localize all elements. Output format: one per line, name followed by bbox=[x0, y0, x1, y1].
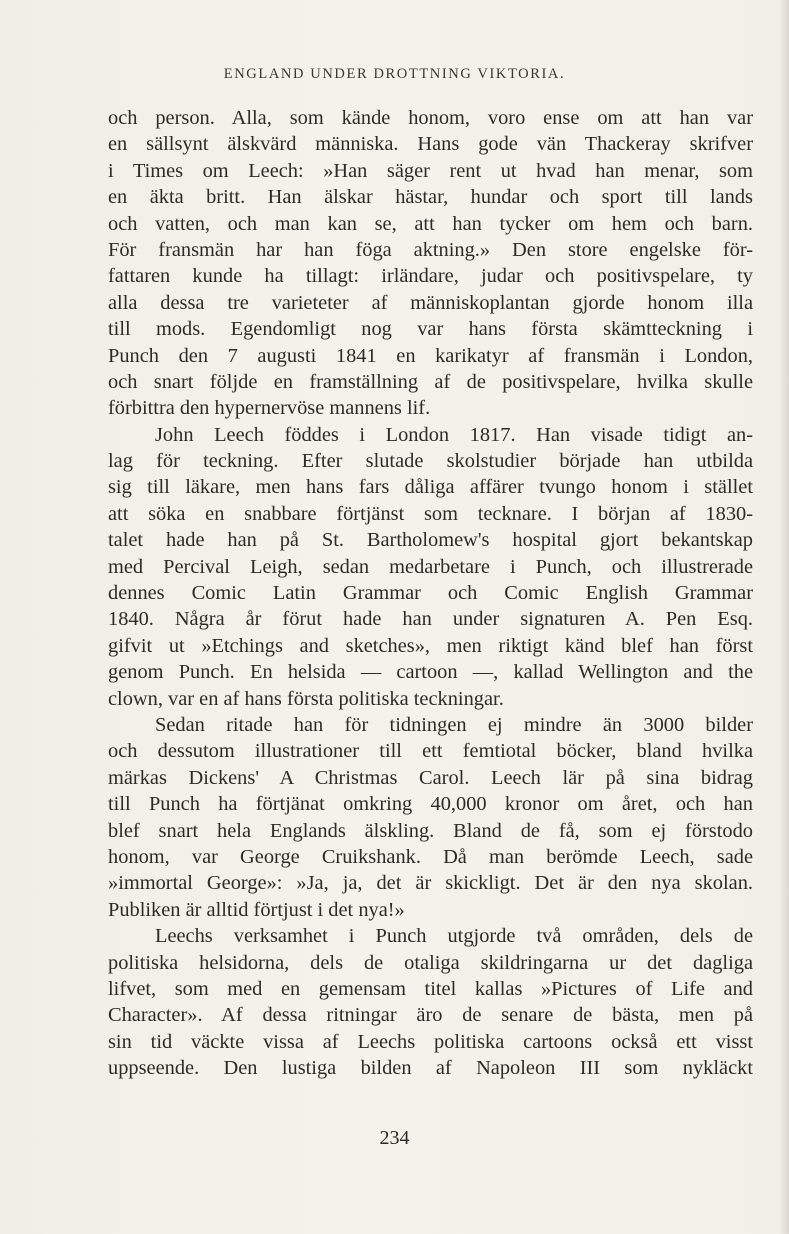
text-line: till mods. Egendomligt nog var hans första skämtteckning i bbox=[108, 318, 753, 341]
text-line: honom, var George Cruikshank. Då man berömde Leech, sade bbox=[108, 845, 753, 868]
text-line: till Punch ha förtjänat omkring 40,000 kronor om året, och han bbox=[108, 793, 753, 816]
text-line: sin tid väckte vissa af Leechs politiska cartoons också ett visst bbox=[108, 1030, 753, 1053]
text-line: dennes Comic Latin Grammar och Comic English Grammar bbox=[108, 582, 753, 605]
text-line: talet hade han på St. Bartholomew's hospital gjort bekantskap bbox=[108, 529, 753, 552]
text-line: clown, var en af hans första politiska teckningar. bbox=[108, 687, 504, 710]
text-line: i Times om Leech: »Han säger rent ut hvad han menar, som bbox=[108, 159, 753, 182]
text-line: fattaren kunde ha tillagt: irländare, judar och positivspelare, ty bbox=[108, 265, 753, 288]
text-line: Character». Af dessa ritningar äro de senare de bästa, men på bbox=[108, 1004, 753, 1027]
text-line: uppseende. Den lustiga bilden af Napoleon III som nykläckt bbox=[108, 1057, 753, 1080]
page-number: 234 bbox=[379, 1127, 410, 1149]
text-line: och snart följde en framställning af de positivspelare, hvilka skulle bbox=[108, 370, 753, 393]
paragraph bbox=[108, 923, 753, 1081]
paragraph bbox=[108, 105, 753, 422]
text-line: förbittra den hypernervöse mannens lif. bbox=[108, 397, 431, 420]
text-line: Punch den 7 augusti 1841 en karikatyr af fransmän i London, bbox=[108, 344, 753, 367]
paragraph bbox=[108, 422, 753, 712]
text-line: Publiken är alltid förtjust i det nya!» bbox=[108, 898, 405, 921]
text-line: sig till läkare, men hans fars dåliga affärer tvungo honom i stället bbox=[108, 476, 753, 499]
text-line: politiska helsidorna, dels de otaliga skildringarna ur det dagliga bbox=[108, 951, 753, 974]
text-line: För fransmän har han föga aktning.» Den store engelske för- bbox=[108, 238, 753, 261]
text-line: med Percival Leigh, sedan medarbetare i Punch, och illustrerade bbox=[108, 555, 753, 578]
text-line: lifvet, som med en gemensam titel kallas »Pictures of Life and bbox=[108, 977, 753, 1000]
text-line: lag för teckning. Efter slutade skolstudier började han utbilda bbox=[108, 450, 753, 473]
body-text bbox=[108, 105, 753, 1081]
paragraph bbox=[108, 712, 753, 923]
text-line: John Leech föddes i London 1817. Han visade tidigt an- bbox=[155, 423, 753, 446]
text-line: en sällsynt älskvärd människa. Hans gode vän Thackeray skrifver bbox=[108, 133, 753, 156]
page-edge-shadow bbox=[779, 0, 789, 1234]
text-line: »immortal George»: »Ja, ja, det är skickligt. Det är den nya skolan. bbox=[108, 872, 753, 895]
text-line: gifvit ut »Etchings and sketches», men riktigt känd blef han först bbox=[108, 634, 753, 657]
text-line: Sedan ritade han för tidningen ej mindre än 3000 bilder bbox=[155, 713, 753, 736]
text-line: och dessutom illustrationer till ett femtiotal böcker, bland hvilka bbox=[108, 740, 753, 763]
text-line: och person. Alla, som kände honom, voro ense om att han var bbox=[108, 107, 753, 129]
text-line: 1840. Några år förut hade han under signaturen A. Pen Esq. bbox=[108, 608, 753, 631]
text-line: märkas Dickens' A Christmas Carol. Leech lär på sina bidrag bbox=[108, 766, 753, 789]
text-line: att söka en snabbare förtjänst som tecknare. I början af 1830- bbox=[108, 502, 753, 525]
text-line: och vatten, och man kan se, att han tycker om hem och barn. bbox=[108, 212, 753, 235]
text-line: blef snart hela Englands älskling. Bland de få, som ej förstodo bbox=[108, 819, 753, 842]
text-line: en äkta britt. Han älskar hästar, hundar och sport till lands bbox=[108, 186, 753, 209]
running-header: ENGLAND UNDER DROTTNING VIKTORIA. bbox=[223, 66, 566, 82]
text-line: alla dessa tre varieteter af människoplantan gjorde honom illa bbox=[108, 291, 753, 314]
text-line: Leechs verksamhet i Punch utgjorde två områden, dels de bbox=[155, 925, 753, 948]
text-line: genom Punch. En helsida — cartoon —, kallad Wellington and the bbox=[108, 661, 753, 684]
